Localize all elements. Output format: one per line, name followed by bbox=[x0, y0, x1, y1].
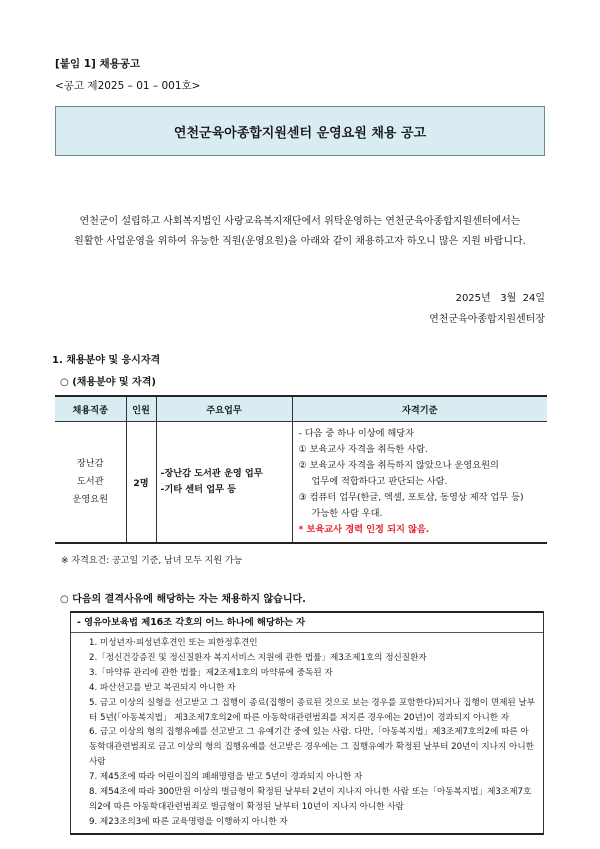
role-line: 장난감 bbox=[76, 458, 104, 469]
header-headcount: 인원 bbox=[126, 396, 156, 422]
qual-item-2-cont: 업무에 적합하다고 판단되는 사람. bbox=[311, 476, 448, 487]
notice-number: <공고 제2025 – 01 – 001호> bbox=[55, 80, 201, 92]
header-qualifications: 자격기준 bbox=[292, 396, 547, 422]
intro-line-1: 연천군이 설립하고 사회복지법인 사랑교육복지재단에서 위탁운영하는 연천군육아종합지원센터에서는 bbox=[79, 216, 521, 227]
section-2-heading: ○ 다음의 결격사유에 해당하는 자는 채용하지 않습니다. bbox=[60, 594, 306, 605]
qual-warning: * 보육교사 경력 인정 되지 않음. bbox=[298, 524, 430, 535]
list-item: 3.「마약류 관리에 관한 법률」제2조제1호의 마약류에 중독된 자 bbox=[89, 667, 333, 678]
cell-duties bbox=[156, 422, 292, 544]
intro-paragraph bbox=[60, 212, 540, 252]
list-item: 5. 금고 이상의 실형을 선고받고 그 집행이 종료(집행이 종료된 것으로 보는 경우를 포함한다)되거나 집행이 면제된 날부터 5년(「아동복지법」 제3조제7호의2에 따른 아동학대관련범죄를 저지른 경우에는 20년)이 경과되지 아니한 자 bbox=[89, 697, 536, 723]
section-1-heading: 1. 채용분야 및 응시자격 bbox=[52, 355, 161, 366]
disqualification-box bbox=[70, 611, 544, 835]
cell-headcount: 2명 bbox=[126, 422, 156, 544]
header-job-type: 채용직종 bbox=[55, 396, 126, 422]
list-item: 7. 제45조에 따라 어린이집의 폐쇄명령을 받고 5년이 경과되지 아니한 자 bbox=[89, 772, 363, 783]
qual-item-1: ① 보육교사 자격을 취득한 사람. bbox=[298, 444, 428, 455]
duty-item: -기타 센터 업무 등 bbox=[160, 484, 237, 495]
list-item: 1. 미성년자·피성년후견인 또는 피한정후견인 bbox=[89, 638, 258, 648]
page-title-box bbox=[55, 106, 545, 156]
qual-item-3-cont: 가능한 사람 우대. bbox=[311, 508, 383, 519]
job-table-header-row bbox=[55, 396, 547, 422]
cell-job-type bbox=[55, 422, 126, 544]
list-item: 6. 금고 이상의 형의 집행유예를 선고받고 그 유예기간 중에 있는 사람. 다만,「아동복지법」제3조제7호의2에 따른 아동학대관련범죄로 금고 이상의 형의 집행유예를 선고받은 경우에는 그 집행유예가 확정된 날부터 20년이 지나지 아니한 사람 bbox=[89, 727, 534, 768]
qual-item-3: ③ 컴퓨터 업무(한글, 엑셀, 포토샵, 동영상 제작 업무 등) bbox=[298, 492, 524, 503]
duty-item: -장난감 도서관 운영 업무 bbox=[160, 468, 263, 479]
issuer-name: 연천군육아종합지원센터장 bbox=[429, 314, 545, 325]
list-item: 2.「정신건강증진 및 정신질환자 복지서비스 지원에 관한 법률」제3조제1호의 정신질환자 bbox=[89, 652, 427, 663]
disqualification-list bbox=[71, 633, 543, 833]
notice-date: 2025년 3월 24일 bbox=[455, 293, 545, 304]
job-table bbox=[55, 395, 547, 544]
table-row bbox=[55, 422, 547, 544]
qual-intro: - 다음 중 하나 이상에 해당자 bbox=[298, 428, 415, 439]
section-1-subheading: ○ (채용분야 및 자격) bbox=[60, 377, 156, 388]
list-item: 9. 제23조의3에 따른 교육명령을 이행하지 아니한 자 bbox=[89, 816, 288, 827]
cell-qualifications bbox=[292, 422, 547, 544]
header-duties: 주요업무 bbox=[156, 396, 292, 422]
role-line: 운영요원 bbox=[72, 494, 108, 505]
role-line: 도서관 bbox=[76, 476, 104, 487]
intro-line-2: 원활한 사업운영을 위하여 유능한 직원(운영요원)을 아래와 같이 채용하고자 하오니 많은 지원 바랍니다. bbox=[74, 236, 526, 247]
disqualification-title: - 영유아보육법 제16조 각호의 어느 하나에 해당하는 자 bbox=[71, 613, 543, 633]
attachment-label: [붙임 1] 채용공고 bbox=[55, 58, 141, 70]
list-item: 8. 제54조에 따라 300만원 이상의 벌금형이 확정된 날부터 2년이 지나지 아니한 사람 또는「아동복지법」제3조제7호의2에 따른 아동학대관련범죄로 벌금형이 확정된 날부터 10년이 지나지 아니한 사람 bbox=[89, 787, 532, 812]
list-item: 4. 파산선고를 받고 복권되지 아니한 자 bbox=[89, 682, 236, 693]
qual-item-2: ② 보육교사 자격을 취득하지 않았으나 운영요원의 bbox=[298, 460, 499, 471]
eligibility-note: ※ 자격요건: 공고일 기준, 남녀 모두 지원 가능 bbox=[61, 556, 243, 566]
page-title: 연천군육아종합지원센터 운영요원 채용 공고 bbox=[173, 125, 427, 141]
